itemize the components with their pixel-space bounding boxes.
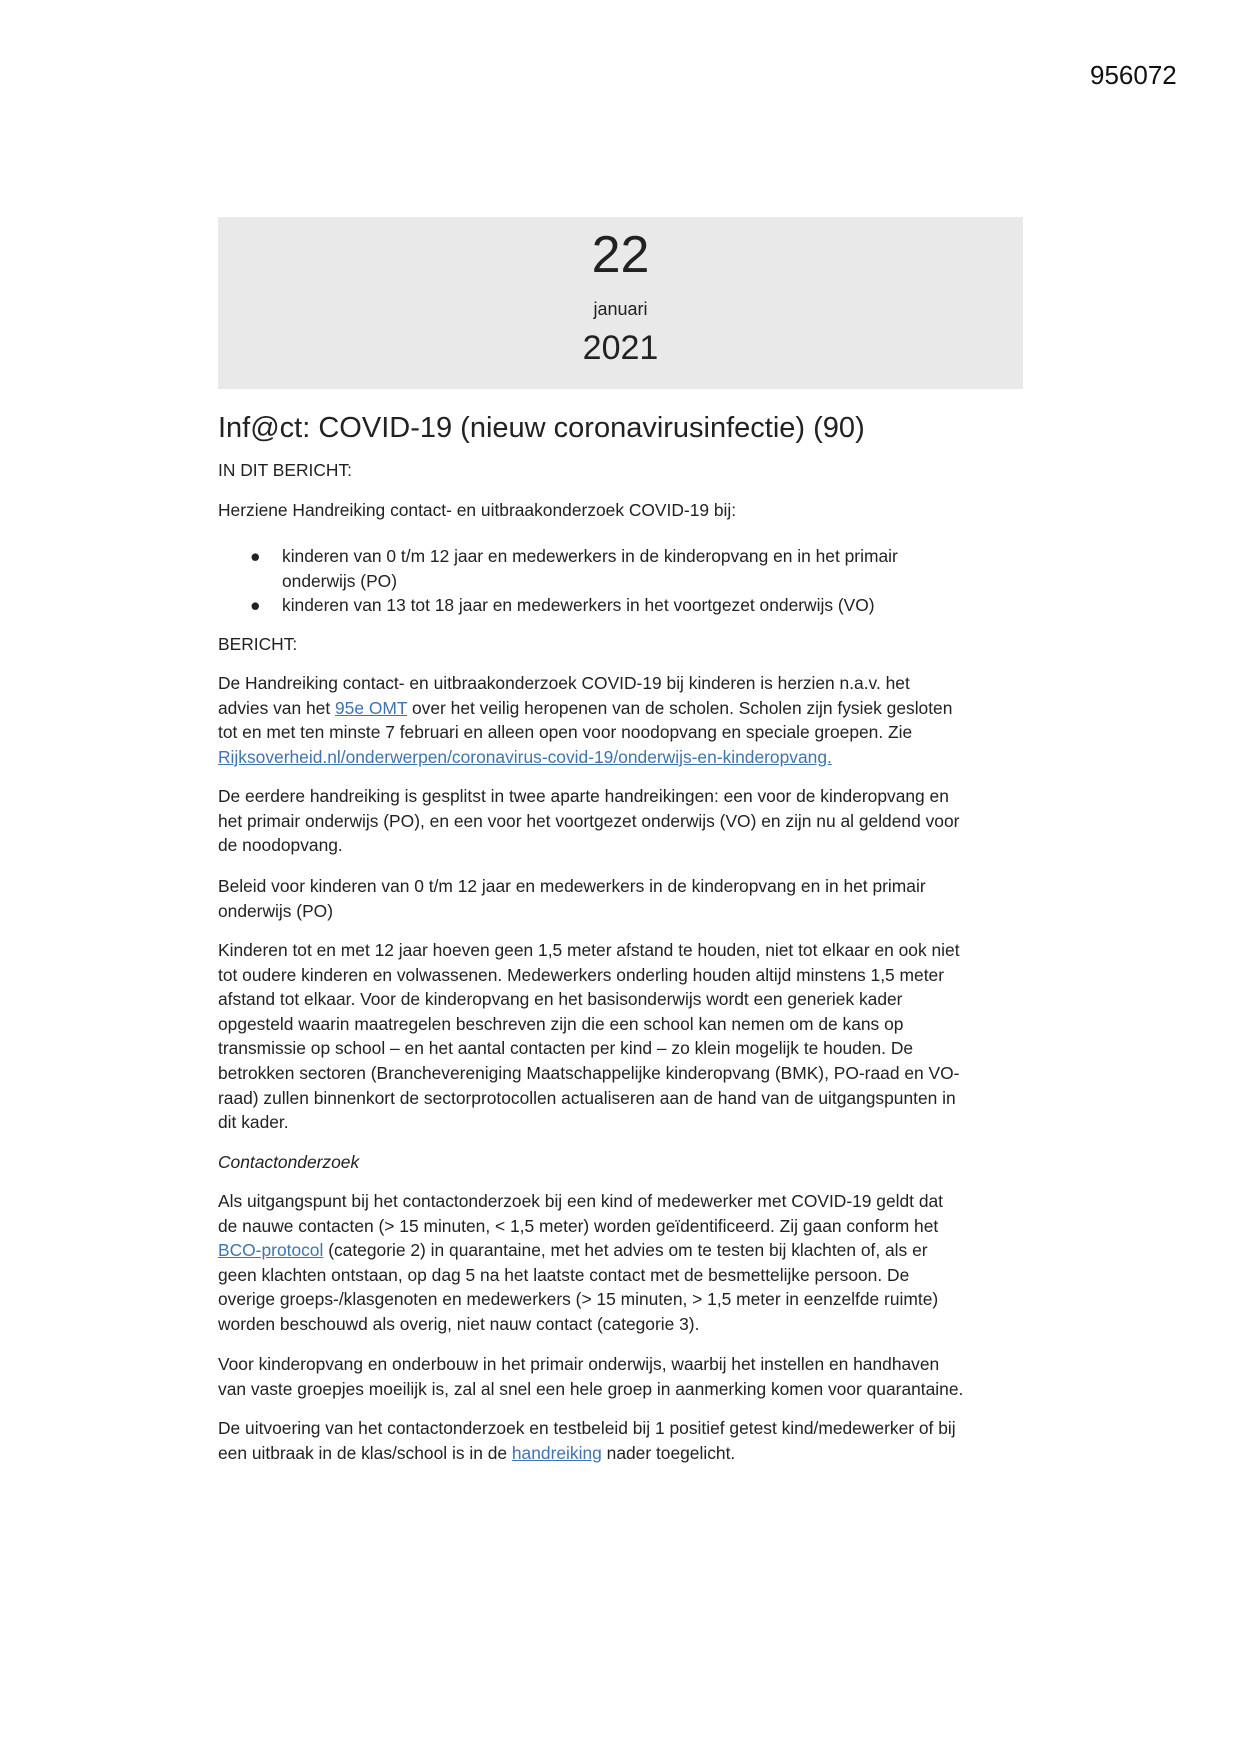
date-month: januari bbox=[593, 299, 648, 319]
text-line: De Handreiking contact- en uitbraakonderzoek COVID-19 bij kinderen is herzien n.a.v. het bbox=[218, 673, 910, 693]
document-number: 956072 bbox=[1090, 60, 1177, 90]
text-line: De eerdere handreiking is gesplitst in twee aparte handreikingen: een voor de kinderopvang en bbox=[218, 786, 949, 806]
text-span: advies van het bbox=[218, 697, 335, 718]
in-dit-bericht-label: IN DIT BERICHT: bbox=[218, 460, 352, 480]
text-line: Voor kinderopvang en onderbouw in het primair onderwijs, waarbij het instellen en handhaven bbox=[218, 1354, 940, 1374]
text-line: opgesteld waarin maatregelen beschreven zijn die een school kan nemen om de kans op bbox=[218, 1013, 904, 1034]
text-line: tot en met ten minste 7 februari en alleen open voor noodopvang en speciale groepen. Zie bbox=[218, 722, 913, 743]
bullet-icon: ● bbox=[250, 595, 261, 615]
text-line bbox=[218, 1238, 943, 1263]
bullet-icon: ● bbox=[250, 546, 261, 566]
text-line: van vaste groepjes moeilijk is, zal al snel een hele groep in aanmerking komen voor quarantaine. bbox=[218, 1378, 964, 1399]
page-title: Inf@ct: COVID-19 (nieuw coronavirusinfectie) (90) bbox=[218, 412, 865, 444]
paragraph-5 bbox=[218, 1189, 943, 1337]
text-span: nader toegelicht. bbox=[601, 1442, 736, 1463]
text-line: raad) zullen binnenkort de sectorprotocollen actualiseren aan de hand van de uitgangspunten in bbox=[218, 1087, 956, 1108]
bullet-line: kinderen van 13 tot 18 jaar en medewerkers in het voortgezet onderwijs (VO) bbox=[282, 595, 875, 615]
text-line: De uitvoering van het contactonderzoek en testbeleid bij 1 positief getest kind/medewerker of bij bbox=[218, 1418, 956, 1438]
handreiking-link[interactable]: handreiking bbox=[511, 1442, 602, 1463]
date-day: 22 bbox=[591, 226, 650, 284]
text-line: afstand tot elkaar. Voor de kinderopvang en het basisonderwijs wordt een generiek kader bbox=[218, 989, 903, 1010]
bericht-label: BERICHT: bbox=[218, 634, 298, 654]
text-line: Als uitgangspunt bij het contactonderzoek bij een kind of medewerker met COVID-19 geldt dat bbox=[218, 1191, 944, 1211]
text-line bbox=[218, 696, 952, 721]
text-line: dit kader. bbox=[218, 1112, 289, 1133]
paragraph-7 bbox=[218, 1416, 956, 1465]
paragraph-2 bbox=[218, 784, 959, 858]
bullet-item bbox=[282, 593, 875, 618]
text-line: betrokken sectoren (Branchevereniging Maatschappelijke kinderopvang (BMK), PO-raad en VO- bbox=[218, 1062, 960, 1083]
text-line bbox=[218, 1441, 956, 1466]
text-line: de nauwe contacten (> 15 minuten, < 1,5 meter) worden geïdentificeerd. Zij gaan conform het bbox=[218, 1215, 939, 1236]
omt-link[interactable]: 95e OMT bbox=[334, 697, 408, 718]
text-line: transmissie op school – en het aantal contacten per kind – zo klein mogelijk te houden. De bbox=[218, 1038, 914, 1059]
text-line: het primair onderwijs (PO), en een voor het voortgezet onderwijs (VO) en zijn nu al geldend voor bbox=[218, 810, 960, 831]
text-line: tot oudere kinderen en volwassenen. Medewerkers onderling houden altijd minstens 1,5 meter bbox=[218, 964, 944, 985]
intro-text: Herziene Handreiking contact- en uitbraakonderzoek COVID-19 bij: bbox=[218, 500, 737, 520]
text-span: (categorie 2) in quarantaine, met het advies om te testen bij klachten of, als er bbox=[323, 1240, 928, 1261]
paragraph-6 bbox=[218, 1352, 963, 1401]
bullet-line: kinderen van 0 t/m 12 jaar en medewerkers in de kinderopvang en in het primair bbox=[282, 546, 898, 566]
text-line: geen klachten ontstaan, op dag 5 na het laatste contact met de besmettelijke persoon. De bbox=[218, 1264, 910, 1285]
paragraph-4 bbox=[218, 938, 960, 1135]
text-line: worden beschouwd als overig, niet nauw contact (categorie 3). bbox=[218, 1313, 700, 1334]
contactonderzoek-heading: Contactonderzoek bbox=[218, 1152, 360, 1172]
bco-protocol-link[interactable]: BCO-protocol bbox=[218, 1240, 324, 1261]
text-line: Kinderen tot en met 12 jaar hoeven geen 1,5 meter afstand te houden, niet tot elkaar en ook niet bbox=[218, 940, 960, 960]
text-line: onderwijs (PO) bbox=[218, 900, 334, 921]
text-line: Beleid voor kinderen van 0 t/m 12 jaar en medewerkers in de kinderopvang en in het primair bbox=[218, 876, 926, 896]
text-span: een uitbraak in de klas/school is in de bbox=[218, 1442, 512, 1463]
paragraph-1 bbox=[218, 671, 952, 769]
date-box bbox=[218, 217, 1023, 389]
date-year: 2021 bbox=[582, 329, 659, 367]
text-span: over het veilig heropenen van de scholen. Scholen zijn fysiek gesloten bbox=[407, 697, 953, 718]
bullet-line: onderwijs (PO) bbox=[282, 570, 398, 591]
text-line: overige groeps-/klasgenoten en medewerkers (> 15 minuten, > 1,5 meter in eenzelfde ruimte) bbox=[218, 1289, 939, 1310]
paragraph-3 bbox=[218, 874, 926, 923]
text-line: de noodopvang. bbox=[218, 835, 343, 856]
rijksoverheid-link[interactable]: Rijksoverheid.nl/onderwerpen/coronavirus-covid-19/onderwijs-en-kinderopvang. bbox=[218, 746, 832, 767]
bullet-item bbox=[282, 544, 898, 593]
